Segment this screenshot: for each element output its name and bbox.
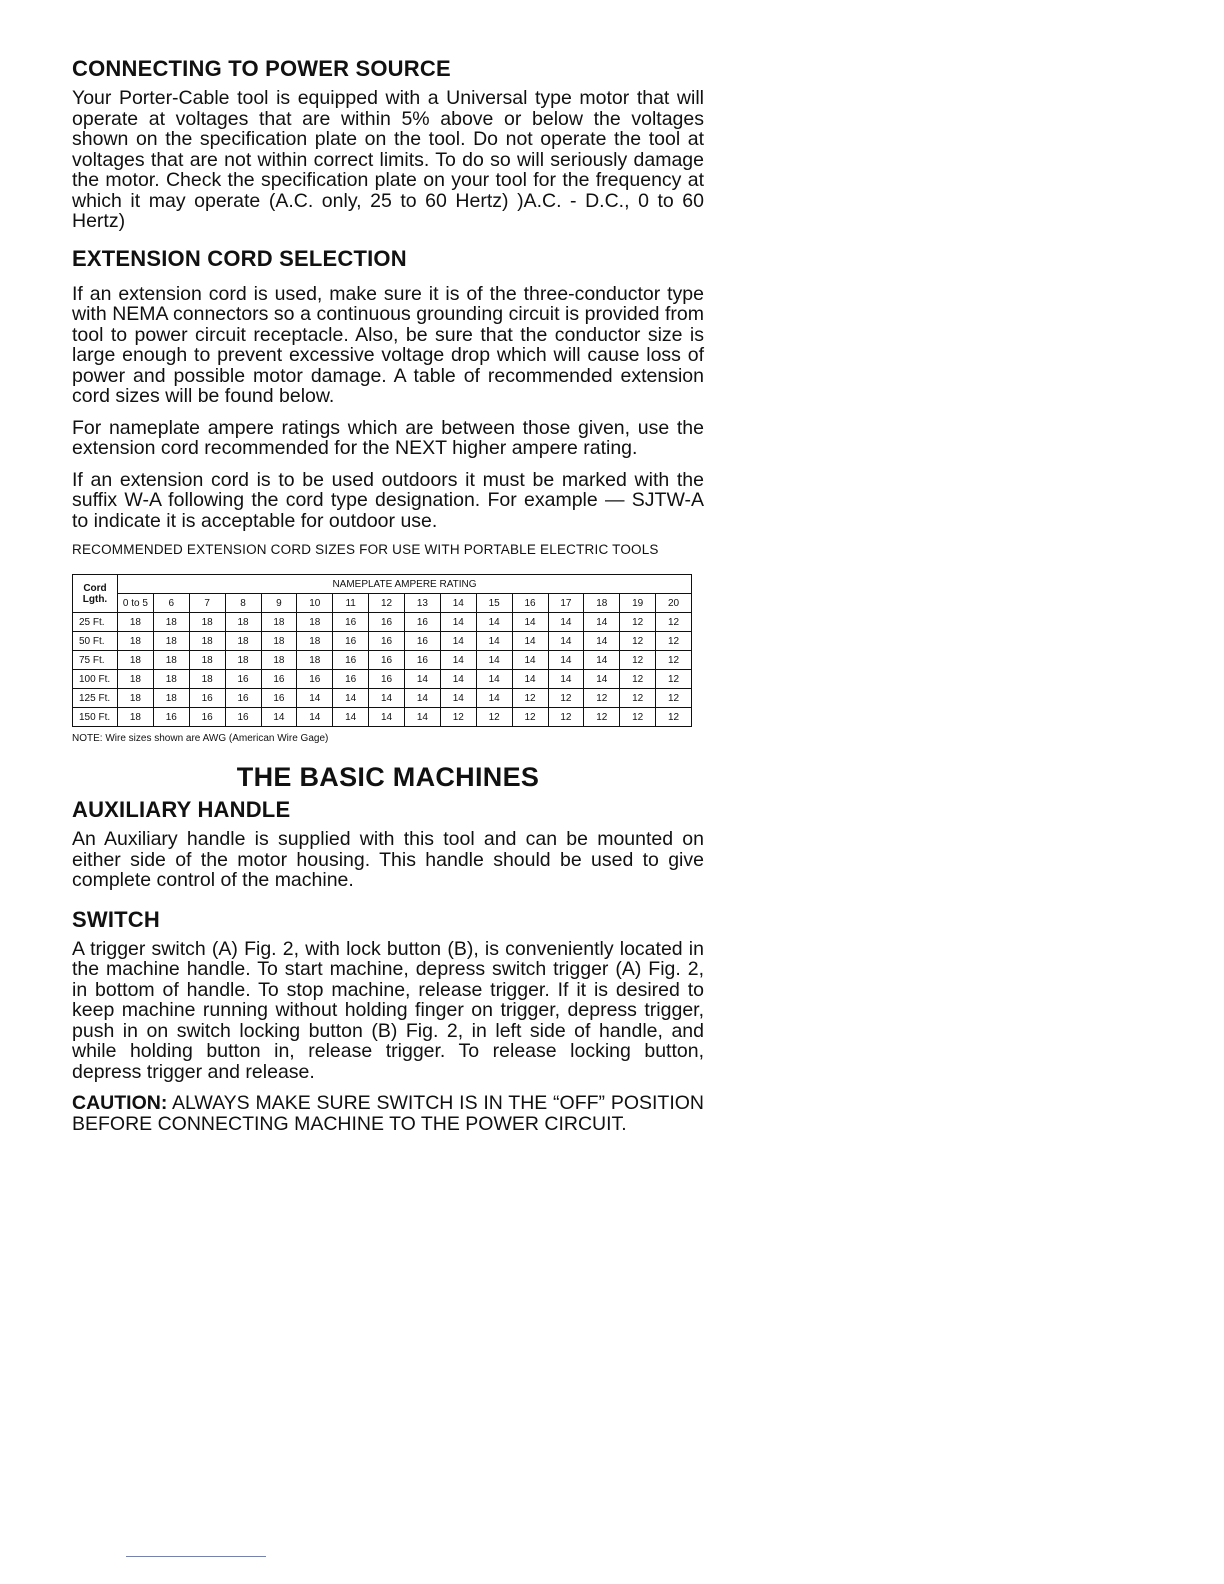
table-row (73, 670, 692, 689)
wire-size-cell: 12 (656, 632, 692, 651)
ampere-column-header: 8 (225, 594, 261, 613)
wire-size-cell: 18 (118, 670, 154, 689)
basic-machines-title: THE BASIC MACHINES (236, 762, 540, 792)
wire-size-cell: 14 (369, 708, 405, 727)
wire-size-cell: 16 (405, 613, 441, 632)
wire-size-cell: 12 (620, 651, 656, 670)
wire-size-cell: 18 (297, 651, 333, 670)
wire-size-cell: 16 (189, 689, 225, 708)
table-row (73, 708, 692, 727)
wire-size-cell: 18 (189, 651, 225, 670)
wire-size-cell: 14 (512, 632, 548, 651)
auxiliary-handle-paragraph: An Auxiliary handle is supplied with this tool and can be mounted on either side of the motor housing. This handle should be used to give complete control of the machine. (72, 828, 704, 891)
wire-size-cell: 14 (297, 708, 333, 727)
ampere-column-header: 7 (189, 594, 225, 613)
wire-size-cell: 18 (153, 689, 189, 708)
table-row (73, 689, 692, 708)
wire-size-cell: 16 (261, 689, 297, 708)
ampere-column-header: 10 (297, 594, 333, 613)
wire-size-cell: 14 (476, 651, 512, 670)
ampere-column-header: 18 (584, 594, 620, 613)
bottom-rule (126, 1556, 266, 1557)
wire-size-cell: 16 (405, 651, 441, 670)
wire-size-cell: 14 (512, 670, 548, 689)
wire-size-cell: 16 (261, 670, 297, 689)
wire-size-cell: 14 (584, 670, 620, 689)
wire-size-cell: 12 (656, 613, 692, 632)
wire-size-cell: 16 (369, 651, 405, 670)
wire-size-cell: 12 (620, 670, 656, 689)
wire-size-cell: 16 (225, 670, 261, 689)
wire-size-cell: 16 (369, 613, 405, 632)
wire-size-cell: 18 (153, 670, 189, 689)
ampere-column-header: 11 (333, 594, 369, 613)
ampere-column-header: 0 to 5 (118, 594, 154, 613)
wire-size-cell: 14 (512, 651, 548, 670)
ampere-column-header: 16 (512, 594, 548, 613)
wire-size-cell: 18 (118, 708, 154, 727)
wire-size-cell: 14 (369, 689, 405, 708)
wire-size-cell: 18 (189, 632, 225, 651)
wire-size-cell: 12 (512, 689, 548, 708)
power-source-paragraph: Your Porter-Cable tool is equipped with a Universal type motor that will operate at voltages that are within 5% above or below the voltages shown on the specification plate on the tool. Do not operate the tool at voltages that are not within correct limits. To do so will seriously damage the motor. Check the specification plate on your tool for the frequency at which it may operate (A.C. only, 25 to 60 Hertz) )A.C. - D.C., 0 to 60 Hertz) (72, 87, 704, 232)
wire-size-cell: 18 (153, 651, 189, 670)
wire-size-cell: 12 (440, 708, 476, 727)
table-group-header-row (73, 575, 692, 594)
extension-cord-paragraph-1: If an extension cord is used, make sure it is of the three-conductor type with NEMA connectors so a continuous grounding circuit is provided from tool to power circuit receptacle. Also, be sure that the conductor size is large enough to prevent excessive voltage drop which will cause loss of power and possible motor damage. A table of recommended extension cord sizes will be found below. (72, 282, 704, 407)
ampere-column-header: 17 (548, 594, 584, 613)
table-row (73, 651, 692, 670)
ampere-column-header: 13 (405, 594, 441, 613)
wire-size-cell: 14 (440, 689, 476, 708)
wire-size-cell: 12 (656, 689, 692, 708)
extension-cord-table (72, 574, 692, 727)
cord-length-cell: 25 Ft. (73, 613, 118, 632)
wire-size-cell: 18 (118, 651, 154, 670)
wire-size-cell: 14 (405, 670, 441, 689)
ampere-column-header: 20 (656, 594, 692, 613)
wire-size-cell: 18 (189, 670, 225, 689)
wire-size-cell: 14 (548, 670, 584, 689)
wire-size-cell: 18 (261, 613, 297, 632)
wire-size-cell: 18 (225, 651, 261, 670)
wire-size-cell: 18 (261, 651, 297, 670)
wire-size-cell: 14 (548, 613, 584, 632)
wire-size-cell: 14 (584, 651, 620, 670)
caution-label: CAUTION: (72, 1092, 168, 1114)
cord-length-cell: 100 Ft. (73, 670, 118, 689)
cord-length-cell: 150 Ft. (73, 708, 118, 727)
cord-length-cell: 75 Ft. (73, 651, 118, 670)
wire-size-cell: 16 (225, 708, 261, 727)
cord-length-cell: 125 Ft. (73, 689, 118, 708)
wire-size-cell: 14 (476, 670, 512, 689)
table-body (73, 613, 692, 727)
wire-size-cell: 18 (189, 613, 225, 632)
wire-size-cell: 16 (405, 632, 441, 651)
wire-size-cell: 12 (620, 632, 656, 651)
extension-cord-paragraph-2: For nameplate ampere ratings which are between those given, use the extension cord recommended for the NEXT higher ampere rating. (72, 416, 704, 459)
wire-size-cell: 16 (333, 632, 369, 651)
wire-size-cell: 16 (225, 689, 261, 708)
wire-size-cell: 16 (333, 651, 369, 670)
wire-size-cell: 12 (584, 689, 620, 708)
wire-size-cell: 14 (297, 689, 333, 708)
caution-text: ALWAYS MAKE SURE SWITCH IS IN THE “OFF” POSITION BEFORE CONNECTING MACHINE TO THE POWER CIRCUIT. (72, 1092, 704, 1135)
wire-size-cell: 18 (225, 632, 261, 651)
wire-size-cell: 18 (118, 613, 154, 632)
wire-size-cell: 12 (656, 708, 692, 727)
wire-size-cell: 16 (369, 670, 405, 689)
ampere-column-header: 6 (153, 594, 189, 613)
wire-size-cell: 18 (297, 632, 333, 651)
wire-size-cell: 12 (656, 670, 692, 689)
wire-size-cell: 12 (620, 689, 656, 708)
wire-size-cell: 18 (153, 632, 189, 651)
table-row (73, 613, 692, 632)
wire-size-cell: 14 (440, 651, 476, 670)
wire-size-cell: 12 (584, 708, 620, 727)
wire-size-cell: 14 (476, 689, 512, 708)
wire-size-cell: 14 (584, 613, 620, 632)
wire-size-cell: 18 (118, 632, 154, 651)
manual-page (72, 56, 704, 1145)
wire-size-cell: 14 (548, 632, 584, 651)
wire-size-cell: 14 (405, 708, 441, 727)
wire-size-cell: 18 (118, 689, 154, 708)
wire-size-cell: 16 (333, 670, 369, 689)
ampere-column-header: 15 (476, 594, 512, 613)
switch-heading: SWITCH (72, 906, 160, 932)
wire-size-cell: 18 (153, 613, 189, 632)
wire-size-cell: 16 (297, 670, 333, 689)
wire-size-cell: 12 (620, 613, 656, 632)
wire-size-cell: 18 (261, 632, 297, 651)
wire-size-cell: 12 (512, 708, 548, 727)
table-caption: RECOMMENDED EXTENSION CORD SIZES FOR USE WITH PORTABLE ELECTRIC TOOLS (72, 542, 659, 557)
extension-cord-heading: EXTENSION CORD SELECTION (72, 245, 407, 271)
wire-size-cell: 12 (656, 651, 692, 670)
wire-size-cell: 14 (476, 613, 512, 632)
wire-size-cell: 14 (476, 632, 512, 651)
wire-size-cell: 16 (189, 708, 225, 727)
wire-size-cell: 12 (476, 708, 512, 727)
ampere-rating-header: NAMEPLATE AMPERE RATING (118, 575, 692, 594)
ampere-column-header: 9 (261, 594, 297, 613)
corner-line-1: Cord (83, 582, 107, 594)
wire-size-cell: 14 (440, 613, 476, 632)
wire-size-cell: 12 (548, 689, 584, 708)
wire-size-cell: 14 (584, 632, 620, 651)
wire-size-cell: 16 (333, 613, 369, 632)
cord-length-cell: 50 Ft. (73, 632, 118, 651)
wire-size-cell: 14 (512, 613, 548, 632)
wire-size-cell: 14 (405, 689, 441, 708)
extension-cord-paragraph-3: If an extension cord is to be used outdoors it must be marked with the suffix W-A following the cord type designation. For example — SJTW-A to indicate it is acceptable for outdoor use. (72, 468, 704, 532)
switch-paragraph: A trigger switch (A) Fig. 2, with lock button (B), is conveniently located in the machine handle. To start machine, depress switch trigger (A) Fig. 2, in bottom of handle. To stop machine, release trigger. If it is desired to keep machine running without holding finger on trigger, depress trigger, push in on switch locking button (B) Fig. 2, in left side of handle, and while holding button in, release trigger. To release locking button, depress trigger and release. (72, 937, 704, 1083)
auxiliary-handle-heading: AUXILIARY HANDLE (72, 797, 291, 822)
wire-size-cell: 14 (548, 651, 584, 670)
ampere-column-header: 12 (369, 594, 405, 613)
wire-size-cell: 18 (225, 613, 261, 632)
ampere-column-header: 14 (440, 594, 476, 613)
wire-size-cell: 14 (333, 689, 369, 708)
wire-size-cell: 12 (548, 708, 584, 727)
wire-size-cell: 12 (620, 708, 656, 727)
power-source-heading: CONNECTING TO POWER SOURCE (72, 56, 451, 81)
table-note: NOTE: Wire sizes shown are AWG (American Wire Gage) (72, 733, 329, 744)
ampere-column-header: 19 (620, 594, 656, 613)
wire-size-cell: 14 (440, 670, 476, 689)
wire-size-cell: 14 (333, 708, 369, 727)
wire-size-cell: 14 (440, 632, 476, 651)
ampere-column-header-row (73, 594, 692, 613)
caution-paragraph (72, 1093, 704, 1134)
table-row (73, 632, 692, 651)
wire-size-cell: 14 (261, 708, 297, 727)
cord-length-header (73, 575, 118, 613)
wire-size-cell: 16 (153, 708, 189, 727)
wire-size-cell: 16 (369, 632, 405, 651)
wire-size-cell: 18 (297, 613, 333, 632)
corner-line-2: Lgth. (82, 593, 108, 605)
